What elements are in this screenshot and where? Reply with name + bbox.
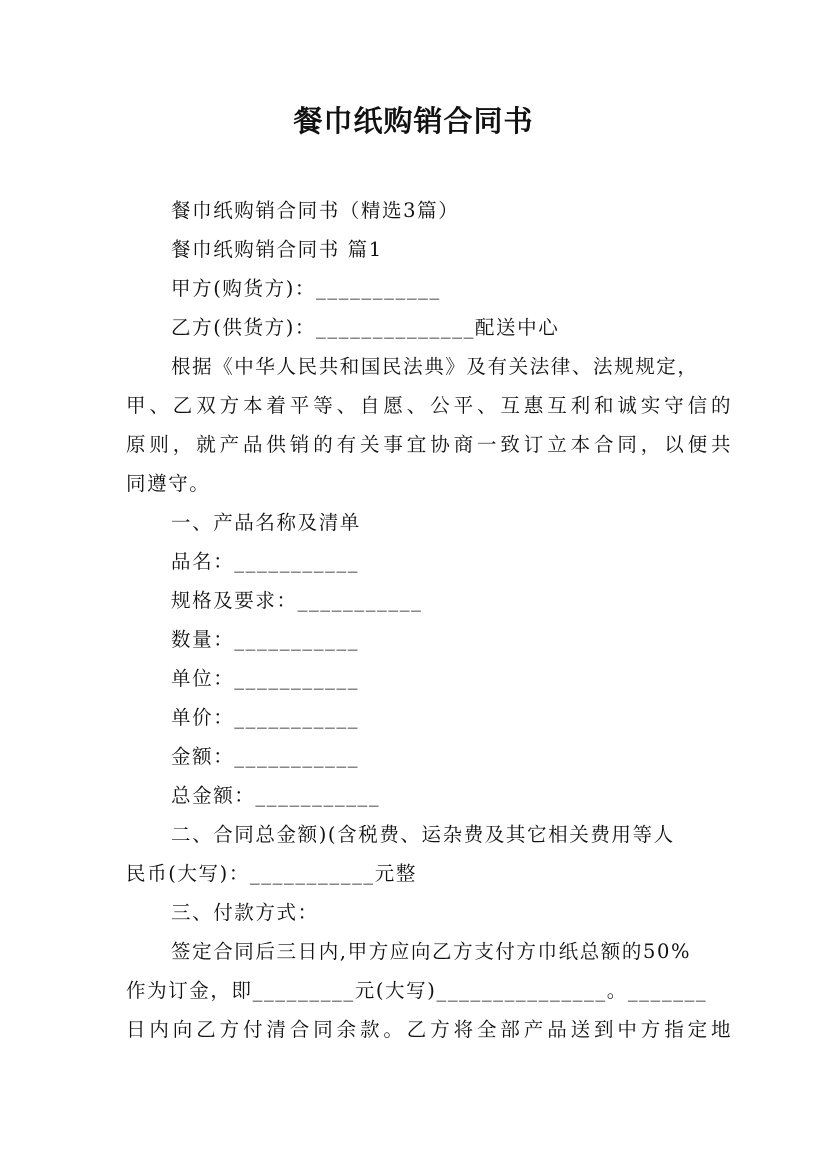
paragraph-line: 日内向乙方付清合同余款。乙方将全部产品送到中方指定地 xyxy=(126,1018,735,1041)
paragraph-line: 同遵守。 xyxy=(126,472,211,495)
total-amount-line: 总金额：___________ xyxy=(171,784,381,807)
spec-line: 规格及要求：___________ xyxy=(171,589,423,612)
amount-line: 金额：___________ xyxy=(171,745,360,768)
paragraph-line: 签定合同后三日内,甲方应向乙方支付方巾纸总额的50% xyxy=(171,940,692,963)
party-b-line: 乙方(供货方)：______________配送中心 xyxy=(171,316,560,339)
clause-heading: 三、付款方式： xyxy=(171,901,319,924)
clause-heading: 二、合同总金额)(含税费、运杂费及其它相关费用等人 xyxy=(171,823,675,846)
product-name-line: 品名：___________ xyxy=(171,550,360,573)
section-heading: 餐巾纸购销合同书 篇1 xyxy=(171,238,383,261)
unit-line: 单位：___________ xyxy=(171,667,360,690)
subtitle-line: 餐巾纸购销合同书（精选3篇） xyxy=(171,199,460,222)
paragraph-line: 作为订金，即_________元(大写)_______________。_______ xyxy=(126,979,708,1002)
party-a-line: 甲方(购货方)：___________ xyxy=(171,277,441,300)
clause-heading: 一、产品名称及清单 xyxy=(171,511,361,534)
quantity-line: 数量：___________ xyxy=(171,628,360,651)
paragraph-line: 甲、乙双方本着平等、自愿、公平、互惠互利和诚实守信的 xyxy=(126,394,735,417)
paragraph-line: 原则，就产品供销的有关事宜协商一致订立本合同，以便共 xyxy=(126,433,735,456)
document-title: 餐巾纸购销合同书 xyxy=(293,104,534,138)
paragraph-line: 民币(大写)：___________元整 xyxy=(126,862,417,885)
paragraph-line: 根据《中华人民共和国民法典》及有关法律、法规规定， xyxy=(171,355,699,378)
unit-price-line: 单价：___________ xyxy=(171,706,360,729)
